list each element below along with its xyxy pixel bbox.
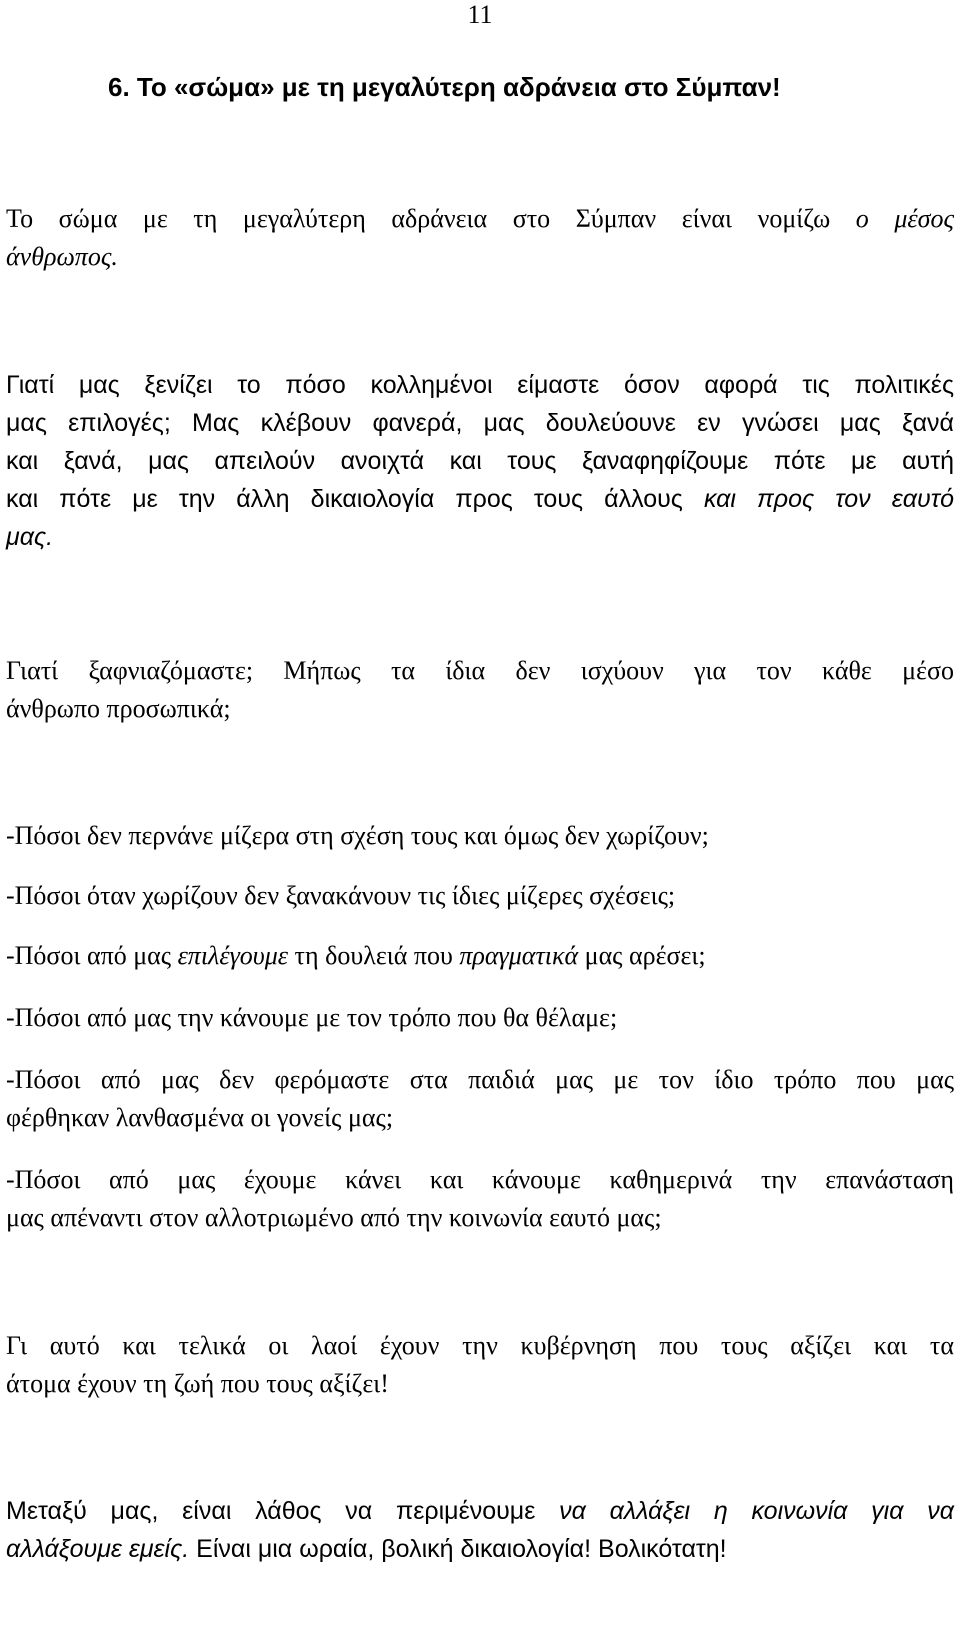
paragraph-line: Γιατί μας ξενίζει το πόσο κολλημένοι είμαστε όσον αφορά τις πολιτικές [6,371,954,399]
question-4: -Πόσοι από μας την κάνουμε με τον τρόπο που θα θέλαμε; [6,1003,618,1032]
question-1: -Πόσοι δεν περνάνε μίζερα στη σχέση τους και όμως δεν χωρίζουν; [6,821,709,850]
paragraph-line: και πότε με την άλλη δικαιολογία προς τους άλλους και προς τον εαυτό [6,485,954,513]
paragraph-line: Το σώμα με τη μεγαλύτερη αδράνεια στο Σύμπαν είναι νομίζω ο μέσος [6,204,954,233]
paragraph-line: μας απέναντι στον αλλοτριωμένο από την κοινωνία εαυτό μας; [6,1203,662,1232]
paragraph-surprise [6,652,954,728]
paragraph-line: άτομα έχουν τη ζωή που τους αξίζει! [6,1369,389,1398]
paragraph-line: -Πόσοι από μας δεν φερόμαστε στα παιδιά μας με τον ίδιο τρόπο που μας [6,1065,954,1094]
paragraph-intro [6,200,954,276]
paragraph-line: μας επιλογές; Μας κλέβουν φανερά, μας δουλεύουνε εν γνώσει μας ξανά [6,409,954,437]
question-6 [6,1161,954,1237]
paragraph-closing [6,1492,954,1568]
paragraph-line: -Πόσοι από μας έχουμε κάνει και κάνουμε καθημερινά την επανάσταση [6,1165,954,1194]
paragraph-politics [6,366,954,556]
section-heading: 6. Το «σώμα» με τη μεγαλύτερη αδράνεια στο Σύμπαν! [108,72,781,102]
paragraph-line: Μεταξύ μας, είναι λάθος να περιμένουμε να αλλάξει η κοινωνία για να [6,1497,954,1525]
paragraph-line: φέρθηκαν λανθασμένα οι γονείς μας; [6,1103,394,1132]
paragraph-line: άνθρωπος. [6,242,118,271]
question-3: -Πόσοι από μας επιλέγουμε τη δουλειά που πραγματικά μας αρέσει; [6,941,706,970]
paragraph-line: αλλάξουμε εμείς. Είναι μια ωραία, βολική δικαιολογία! Βολικότατη! [6,1535,727,1563]
question-2: -Πόσοι όταν χωρίζουν δεν ξανακάνουν τις ίδιες μίζερες σχέσεις; [6,881,676,910]
page-number: 11 [467,0,493,29]
question-5 [6,1061,954,1137]
paragraph-line: άνθρωπο προσωπικά; [6,694,231,723]
paragraph-line: μας. [6,523,54,551]
paragraph-line: Γιατί ξαφνιαζόμαστε; Μήπως τα ίδια δεν ισχύουν για τον κάθε μέσο [6,656,954,685]
paragraph-line: Γι αυτό και τελικά οι λαοί έχουν την κυβέρνηση που τους αξίζει και τα [6,1331,954,1360]
paragraph-line: και ξανά, μας απειλούν ανοιχτά και τους ξαναφηφίζουμε πότε με αυτή [6,447,954,475]
paragraph-conclusion [6,1327,954,1403]
